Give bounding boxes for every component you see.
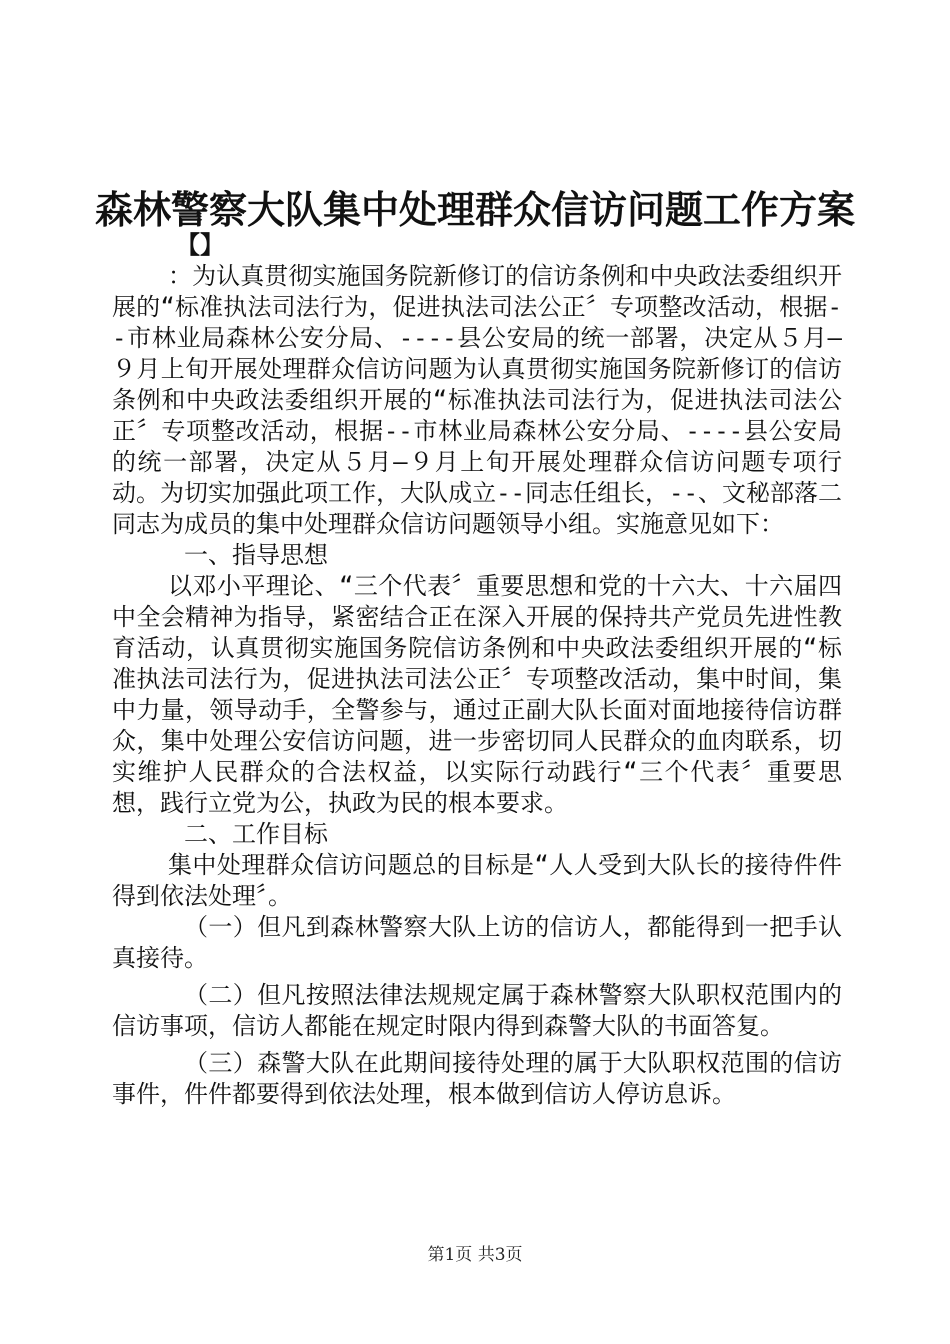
goal-item-1: （一）但凡到森林警察大队上访的信访人，都能得到一把手认真接待。 xyxy=(112,913,842,972)
page-number-footer: 第1页 共3页 xyxy=(427,1245,523,1265)
document-subtitle: 【】 xyxy=(176,230,224,259)
guiding-thought-paragraph: 以邓小平理论、“三个代表〞重要思想和党的十六大、十六届四中全会精神为指导，紧密结合正在深入开展的保持共产党员先进性教育活动，认真贯彻实施国务院信访条例和中央政法委组织开展的“标准执法司法行为，促进执法司法公正〞专项整改活动，集中时间，集中力量，领导动手，全警参与，通过正副大队长面对面地接待信访群众，集中处理公安信访问题，进一步密切同人民群众的血肉联系，切实维护人民群众的合法权益，以实际行动践行“三个代表〞重要思想，践行立党为公，执政为民的根本要求。 xyxy=(112,572,842,817)
goal-item-3: （三）森警大队在此期间接待处理的属于大队职权范围的信访事件，件件都要得到依法处理，根本做到信访人停访息诉。 xyxy=(112,1049,842,1108)
document-body xyxy=(112,261,842,1110)
section-heading-work-goals: 二、工作目标 xyxy=(184,820,328,848)
section-heading-guiding-thought: 一、指导思想 xyxy=(184,541,328,569)
intro-paragraph: ：为认真贯彻实施国务院新修订的信访条例和中央政法委组织开展的“标准执法司法行为，促进执法司法公正〞专项整改活动，根据--市林业局森林公安分局、----县公安局的统一部署，决定从５月—９月上旬开展处理群众信访问题为认真贯彻实施国务院新修订的信访条例和中央政法委组织开展的“标准执法司法行为，促进执法司法公正〞专项整改活动，根据--市林业局森林公安分局、----县公安局的统一部署，决定从５月—９月上旬开展处理群众信访问题专项行动。为切实加强此项工作，大队成立--同志任组长，--、文秘部落二同志为成员的集中处理群众信访问题领导小组。实施意见如下： xyxy=(112,262,842,538)
work-goals-paragraph: 集中处理群众信访问题总的目标是“人人受到大队长的接待件件得到依法处理〞。 xyxy=(112,851,842,910)
goal-item-2: （二）但凡按照法律法规规定属于森林警察大队职权范围内的信访事项，信访人都能在规定时限内得到森警大队的书面答复。 xyxy=(112,981,842,1040)
document-title: 森林警察大队集中处理群众信访问题工作方案 xyxy=(95,187,856,232)
